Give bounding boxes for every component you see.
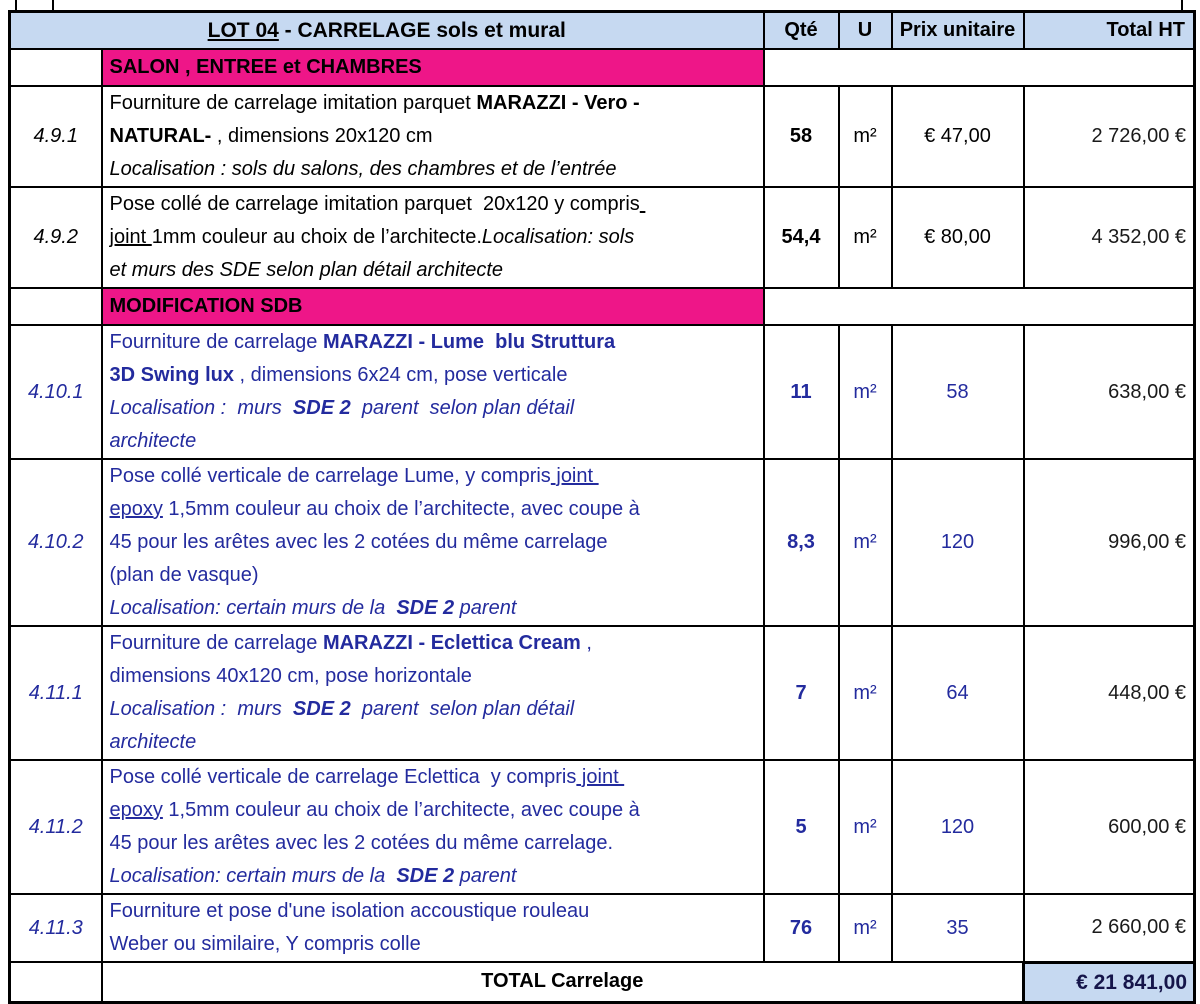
row-ref: 4.9.1 <box>10 86 102 187</box>
row-unit-price: 120 <box>892 760 1024 894</box>
row-total: 2 726,00 € <box>1024 86 1195 187</box>
lot04-table <box>8 10 1196 1004</box>
row-total: 638,00 € <box>1024 325 1195 459</box>
desc-segment: Localisation : sols du salons, des chambres et de l’entrée <box>109 158 617 180</box>
desc-segment: 1,5mm couleur au choix de l’architecte, avec coupe à <box>162 498 640 520</box>
row-description <box>102 894 764 962</box>
desc-segment: MARAZZI - Vero - <box>476 92 640 114</box>
total-empty-cell <box>10 962 102 1002</box>
desc-segment: 45 pour les arêtes avec les 2 cotées du même carrelage <box>109 531 608 553</box>
section-row <box>10 288 1195 325</box>
desc-segment: architecte <box>109 731 197 753</box>
desc-segment: 1mm couleur au choix de l’architecte. <box>151 226 482 248</box>
item-row <box>10 325 1195 459</box>
row-ref: 4.10.2 <box>10 459 102 626</box>
row-unit: m² <box>839 325 892 459</box>
desc-segment: Pose collé verticale de carrelage Lume, y compris <box>109 465 551 487</box>
desc-segment: epoxy <box>109 799 163 821</box>
desc-segment: dimensions 40x120 cm, pose horizontale <box>109 665 472 687</box>
desc-segment: MARAZZI - Lume blu Struttura <box>322 331 616 353</box>
row-total: 600,00 € <box>1024 760 1195 894</box>
row-unit-price: 120 <box>892 459 1024 626</box>
row-description <box>102 626 764 760</box>
desc-segment: (plan de vasque) <box>109 564 259 586</box>
row-unit: m² <box>839 187 892 288</box>
row-description <box>102 187 764 288</box>
row-description <box>102 459 764 626</box>
item-row <box>10 187 1195 288</box>
section-empty-cell <box>764 288 1195 325</box>
desc-segment: Pose collé verticale de carrelage Eclettica y compris <box>109 766 577 788</box>
total-label: TOTAL Carrelage <box>102 962 1024 1002</box>
desc-segment: parent selon plan détail <box>350 698 575 720</box>
row-unit-price: 64 <box>892 626 1024 760</box>
row-qty: 11 <box>764 325 839 459</box>
item-row <box>10 86 1195 187</box>
desc-segment: SDE 2 <box>292 397 351 419</box>
header-row <box>10 12 1195 50</box>
desc-segment: Pose collé de carrelage imitation parquet 20x120 y compris <box>109 193 640 215</box>
row-unit-price: € 80,00 <box>892 187 1024 288</box>
desc-segment: Localisation : murs <box>109 698 293 720</box>
row-ref: 4.11.2 <box>10 760 102 894</box>
desc-segment: MARAZZI - Eclettica Cream <box>322 632 581 654</box>
desc-segment: SDE 2 <box>292 698 351 720</box>
row-total: 4 352,00 € <box>1024 187 1195 288</box>
desc-segment: SDE 2 <box>396 865 455 887</box>
partial-gridline <box>15 0 17 10</box>
row-description <box>102 760 764 894</box>
desc-segment: Localisation: certain murs de la <box>109 597 397 619</box>
partial-gridline <box>1181 0 1183 10</box>
row-total: 996,00 € <box>1024 459 1195 626</box>
section-row <box>10 49 1195 86</box>
desc-segment: 45 pour les arêtes avec les 2 cotées du même carrelage. <box>109 832 614 854</box>
desc-segment: joint <box>550 465 599 487</box>
row-unit: m² <box>839 894 892 962</box>
desc-segment: Localisation: sols <box>481 226 635 248</box>
row-qty: 7 <box>764 626 839 760</box>
desc-segment: 3D Swing lux <box>109 364 234 386</box>
row-unit-price: € 47,00 <box>892 86 1024 187</box>
desc-segment: architecte <box>109 430 197 452</box>
partial-gridline <box>52 0 54 10</box>
desc-segment <box>640 193 646 215</box>
col-header-unit: U <box>839 12 892 50</box>
desc-segment: et murs des SDE selon plan détail architecte <box>109 259 504 281</box>
total-value: € 21 841,00 <box>1024 962 1195 1002</box>
row-unit: m² <box>839 626 892 760</box>
desc-segment: parent <box>454 597 517 619</box>
total-row <box>10 962 1195 1002</box>
row-ref: 4.10.1 <box>10 325 102 459</box>
row-total: 2 660,00 € <box>1024 894 1195 962</box>
table-title-rest: - CARRELAGE sols et mural <box>278 19 566 42</box>
row-description <box>102 325 764 459</box>
item-row <box>10 894 1195 962</box>
partial-row-top <box>8 0 1193 10</box>
lot-number: LOT 04 <box>207 19 279 42</box>
section-empty-cell <box>764 49 1195 86</box>
desc-segment: joint <box>109 226 152 248</box>
desc-segment: Localisation : murs <box>109 397 293 419</box>
row-ref: 4.11.1 <box>10 626 102 760</box>
desc-segment: parent selon plan détail <box>350 397 575 419</box>
row-total: 448,00 € <box>1024 626 1195 760</box>
desc-segment: Fourniture de carrelage <box>109 632 323 654</box>
row-qty: 5 <box>764 760 839 894</box>
desc-segment: Fourniture de carrelage imitation parquet <box>109 92 477 114</box>
table-body <box>10 49 1195 962</box>
desc-segment: SDE 2 <box>396 597 455 619</box>
desc-segment: NATURAL- <box>109 125 212 147</box>
desc-segment: , <box>580 632 592 654</box>
item-row <box>10 459 1195 626</box>
row-qty: 8,3 <box>764 459 839 626</box>
row-ref <box>10 288 102 325</box>
section-label: SALON , ENTREE et CHAMBRES <box>102 49 764 86</box>
desc-segment: joint <box>576 766 625 788</box>
row-ref: 4.9.2 <box>10 187 102 288</box>
row-unit: m² <box>839 459 892 626</box>
col-header-price: Prix unitaire <box>892 12 1024 50</box>
desc-segment: epoxy <box>109 498 163 520</box>
row-ref <box>10 49 102 86</box>
row-qty: 58 <box>764 86 839 187</box>
item-row <box>10 626 1195 760</box>
row-unit: m² <box>839 86 892 187</box>
table-title <box>10 12 764 50</box>
desc-segment: Fourniture de carrelage <box>109 331 323 353</box>
row-qty: 76 <box>764 894 839 962</box>
item-row <box>10 760 1195 894</box>
desc-segment: , dimensions 6x24 cm, pose verticale <box>233 364 568 386</box>
row-unit: m² <box>839 760 892 894</box>
col-header-qty: Qté <box>764 12 839 50</box>
desc-segment: Weber ou similaire, Y compris colle <box>109 933 421 955</box>
row-qty: 54,4 <box>764 187 839 288</box>
desc-segment: Fourniture et pose d'une isolation accoustique rouleau <box>109 900 590 922</box>
section-label: MODIFICATION SDB <box>102 288 764 325</box>
col-header-total: Total HT <box>1024 12 1195 50</box>
row-unit-price: 58 <box>892 325 1024 459</box>
row-description <box>102 86 764 187</box>
desc-segment: 1,5mm couleur au choix de l’architecte, avec coupe à <box>162 799 640 821</box>
desc-segment: parent <box>454 865 517 887</box>
row-ref: 4.11.3 <box>10 894 102 962</box>
desc-segment: Localisation: certain murs de la <box>109 865 397 887</box>
row-unit-price: 35 <box>892 894 1024 962</box>
desc-segment: , dimensions 20x120 cm <box>211 125 433 147</box>
